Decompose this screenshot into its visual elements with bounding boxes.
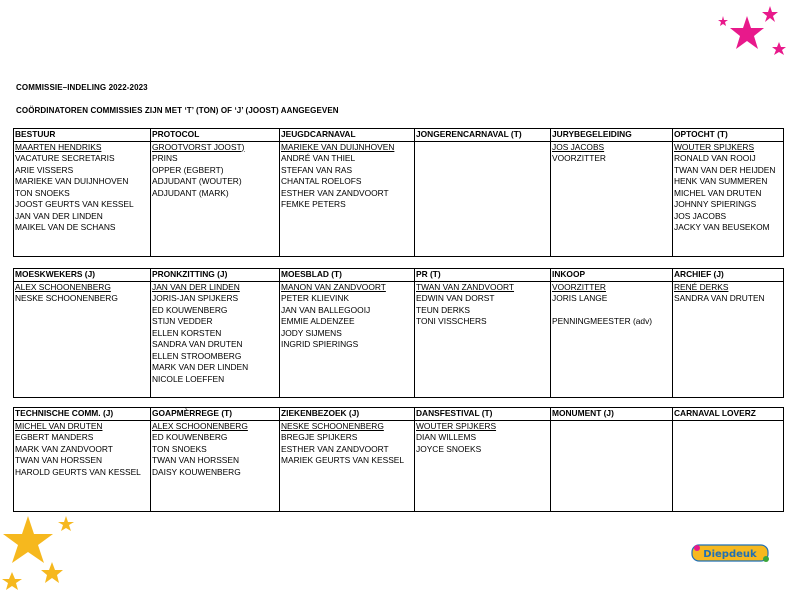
member-name: JAN VAN DER LINDEN <box>15 210 103 221</box>
member-name: JODY SIJMENS <box>281 327 342 338</box>
member-name: OPPER (EGBERT) <box>152 164 224 175</box>
member-name: NICOLE LOEFFEN <box>152 373 225 384</box>
member-name: ADJUDANT (MARK) <box>152 187 229 198</box>
member-name: ESTHER VAN ZANDVOORT <box>281 443 389 454</box>
member-name: MICHEL VAN DRUTEN <box>674 187 762 198</box>
table-body-row <box>14 141 784 256</box>
member-name: MARIEKE VAN DUIJNHOVEN <box>15 176 129 186</box>
member-name: ARIE VISSERS <box>15 164 74 175</box>
coordinator-name: TWAN VAN ZANDVOORT <box>416 281 515 292</box>
column-header-moesblad-t: MOESBLAD (T) <box>280 269 415 282</box>
member-name: VOORZITTER <box>552 153 606 163</box>
committee-members-cell <box>14 420 151 511</box>
committee-members-cell <box>151 420 280 511</box>
member-name: CHANTAL ROELOFS <box>281 176 362 186</box>
member-name: JAN VAN BALLEGOOIJ <box>281 304 371 315</box>
member-name: FEMKE PETERS <box>281 199 346 209</box>
coordinator-name: MAARTEN HENDRIKS <box>15 141 102 152</box>
blank-line <box>552 305 671 317</box>
committee-members-cell <box>673 420 784 511</box>
table-header-row <box>14 129 784 142</box>
member-name: STIJN VEDDER <box>152 316 213 326</box>
column-header-carnaval-loverz: CARNAVAL LOVERZ <box>673 408 784 421</box>
coordinator-name: MARIEKE VAN DUIJNHOVEN <box>281 141 395 152</box>
member-name: EGBERT MANDERS <box>15 432 94 442</box>
coordinator-name: GROOTVORST JOOST) <box>152 141 245 152</box>
committee-members-cell <box>415 420 551 511</box>
committee-members-cell <box>551 141 673 256</box>
member-name: JOHNNY SPIERINGS <box>674 199 757 209</box>
member-name: ESTHER VAN ZANDVOORT <box>281 187 389 198</box>
coordinator-name: ALEX SCHOONENBERG <box>152 420 248 431</box>
member-name: MARIEK GEURTS VAN KESSEL <box>281 455 405 465</box>
column-header-jeugdcarnaval: JEUGDCARNAVAL <box>280 129 415 142</box>
member-name: JOOST GEURTS VAN KESSEL <box>15 199 134 209</box>
member-name: ED KOUWENBERG <box>152 304 228 315</box>
member-name: EMMIE ALDENZEE <box>281 316 355 326</box>
column-header-protocol: PROTOCOL <box>151 129 280 142</box>
column-header-jongerencarnaval-t: JONGERENCARNAVAL (T) <box>415 129 551 142</box>
coordinator-name: VOORZITTER <box>552 281 606 292</box>
member-name: MAIKEL VAN DE SCHANS <box>15 222 116 232</box>
column-header-pr-t: PR (T) <box>415 269 551 282</box>
member-name: INGRID SPIERINGS <box>281 339 359 349</box>
member-name: STEFAN VAN RAS <box>281 164 353 175</box>
committee-members-cell <box>151 141 280 256</box>
committee-table-2 <box>13 268 784 398</box>
committee-members-cell <box>551 420 673 511</box>
committee-members-cell <box>14 281 151 397</box>
member-name: TON SNOEKS <box>15 187 70 198</box>
coordinator-name: ALEX SCHOONENBERG <box>15 281 111 292</box>
member-name: JOYCE SNOEKS <box>416 443 482 454</box>
committee-members-cell <box>673 281 784 397</box>
member-name: PENNINGMEESTER (adv) <box>552 316 653 326</box>
column-header-optocht-t: OPTOCHT (T) <box>673 129 784 142</box>
member-name: HAROLD GEURTS VAN KESSEL <box>15 466 141 477</box>
committee-table-1 <box>13 128 784 257</box>
coordinator-name: JOS JACOBS <box>552 141 605 152</box>
page-subtitle: COÖRDINATOREN COMMISSIES ZIJN MET ‘T’ (TON) OF ‘J’ (JOOST) AANGEGEVEN <box>16 106 339 115</box>
committee-members-cell <box>151 281 280 397</box>
member-name: MARK VAN DER LINDEN <box>152 362 249 372</box>
committee-members-cell <box>673 141 784 256</box>
column-header-archief-j: ARCHIEF (J) <box>673 269 784 282</box>
committee-members-cell <box>14 141 151 256</box>
member-name: VACATURE SECRETARIS <box>15 153 115 163</box>
member-name: BREGJE SPIJKERS <box>281 432 358 442</box>
column-header-dansfestival-t: DANSFESTIVAL (T) <box>415 408 551 421</box>
column-header-monument-j: MONUMENT (J) <box>551 408 673 421</box>
column-header-bestuur: BESTUUR <box>14 129 151 142</box>
member-name: NESKE SCHOONENBERG <box>15 293 118 303</box>
member-name: DAISY KOUWENBERG <box>152 466 241 477</box>
member-name: PRINS <box>152 153 178 163</box>
column-header-technische-comm-j: TECHNISCHE COMM. (J) <box>14 408 151 421</box>
committee-table-3 <box>13 407 784 512</box>
member-name: TWAN VAN DER HEIJDEN <box>674 164 776 175</box>
logo-text: Diepdeuk <box>703 549 757 560</box>
member-name: JOS JACOBS <box>674 210 727 221</box>
coordinator-name: MANON VAN ZANDVOORT <box>281 281 386 292</box>
table-body-row <box>14 420 784 511</box>
member-name: HENK VAN SUMMEREN <box>674 176 768 186</box>
coordinator-name: RENÉ DERKS <box>674 281 729 292</box>
member-name: JACKY VAN BEUSEKOM <box>674 222 770 232</box>
member-name: PETER KLIEVINK <box>281 293 349 303</box>
table-header-row <box>14 269 784 282</box>
column-header-pronkzitting-j: PRONKZITTING (J) <box>151 269 280 282</box>
committee-members-cell <box>415 281 551 397</box>
member-name: ADJUDANT (WOUTER) <box>152 176 242 186</box>
member-name: TON SNOEKS <box>152 443 207 454</box>
committee-members-cell <box>280 281 415 397</box>
member-name: MARK VAN ZANDVOORT <box>15 443 113 454</box>
member-name: ELLEN STROOMBERG <box>152 350 242 361</box>
pink-stars-icon <box>712 4 792 66</box>
member-name: TONI VISSCHERS <box>416 316 487 326</box>
page-title: COMMISSIE–INDELING 2022-2023 <box>16 83 148 92</box>
committee-members-cell <box>280 420 415 511</box>
column-header-goapm-rrege-t: GOAPMÈRREGE (T) <box>151 408 280 421</box>
coordinator-name: WOUTER SPIJKERS <box>416 420 497 431</box>
member-name: ED KOUWENBERG <box>152 432 228 442</box>
diepdeuk-logo-icon <box>690 540 774 566</box>
committee-members-cell <box>551 281 673 397</box>
member-name: ANDRÉ VAN THIEL <box>281 153 356 163</box>
coordinator-name: JAN VAN DER LINDEN <box>152 281 240 292</box>
member-name: JORIS LANGE <box>552 293 608 303</box>
yellow-stars-icon <box>0 510 80 595</box>
member-name: EDWIN VAN DORST <box>416 293 495 303</box>
column-header-jurybegeleiding: JURYBEGELEIDING <box>551 129 673 142</box>
member-name: TEUN DERKS <box>416 304 470 315</box>
member-name: TWAN VAN HORSSEN <box>152 455 240 465</box>
member-name: SANDRA VAN DRUTEN <box>152 339 243 349</box>
member-name: ELLEN KORSTEN <box>152 327 222 338</box>
member-name: JORIS-JAN SPIJKERS <box>152 293 239 303</box>
member-name: SANDRA VAN DRUTEN <box>674 293 765 303</box>
member-name: DIAN WILLEMS <box>416 432 477 442</box>
table-header-row <box>14 408 784 421</box>
column-header-moeskwekers-j: MOESKWEKERS (J) <box>14 269 151 282</box>
column-header-ziekenbezoek-j: ZIEKENBEZOEK (J) <box>280 408 415 421</box>
committee-members-cell <box>280 141 415 256</box>
column-header-inkoop: INKOOP <box>551 269 673 282</box>
table-body-row <box>14 281 784 397</box>
coordinator-name: WOUTER SPIJKERS <box>674 141 755 152</box>
member-name: TWAN VAN HORSSEN <box>15 455 103 465</box>
member-name: RONALD VAN ROOIJ <box>674 153 756 163</box>
coordinator-name: NESKE SCHOONENBERG <box>281 420 384 431</box>
committee-members-cell <box>415 141 551 256</box>
coordinator-name: MICHEL VAN DRUTEN <box>15 420 103 431</box>
